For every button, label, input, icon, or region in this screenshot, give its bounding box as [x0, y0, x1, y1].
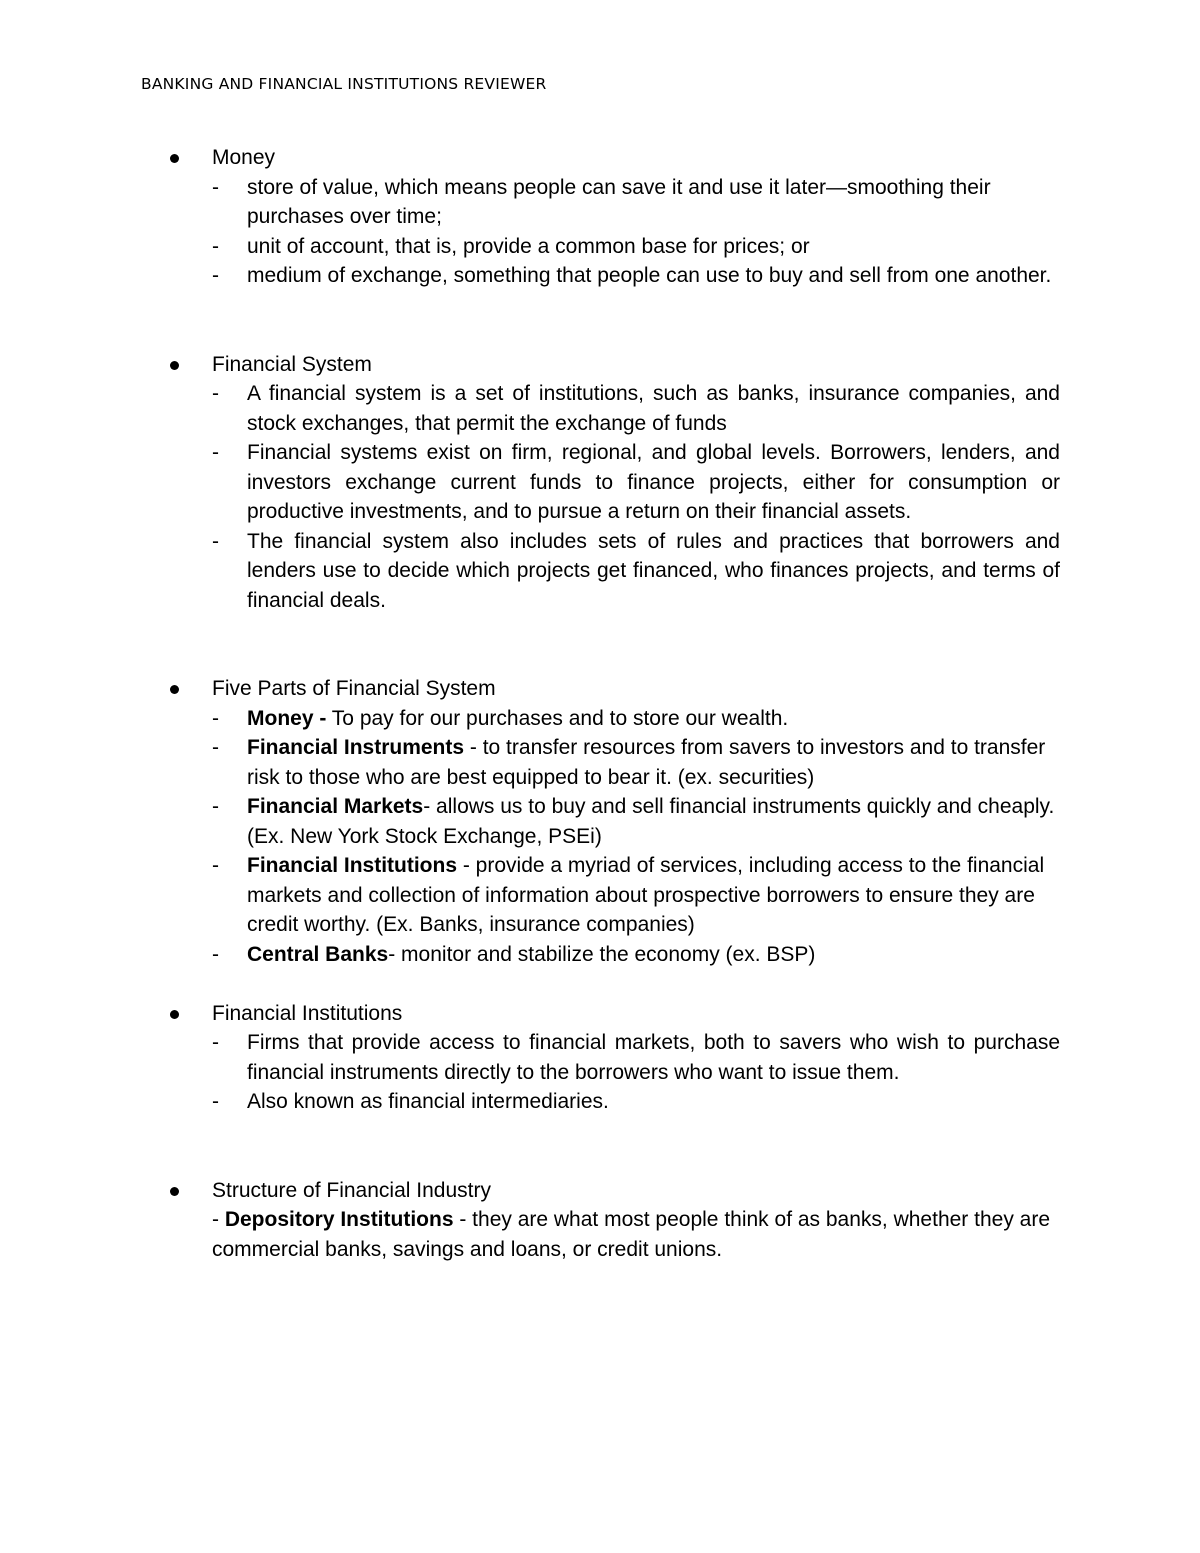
document-body — [170, 143, 1060, 1264]
line-prefix: - — [212, 1208, 225, 1231]
item-term: Financial Instruments — [247, 736, 465, 759]
item-text: - to transfer resources from savers to investors and to transfer risk to those who are best equipped to bear it. (ex. securities) — [247, 736, 1046, 789]
dash-marker: - — [212, 529, 219, 553]
item-text: To pay for our purchases and to store our wealth. — [326, 706, 789, 730]
section-heading — [170, 674, 1060, 704]
list-item — [170, 527, 1060, 616]
list-item — [170, 261, 1060, 291]
bullet-icon — [170, 1010, 179, 1019]
section-heading — [170, 1176, 1060, 1206]
section-five-parts — [170, 674, 1060, 969]
item-text: Firms that provide access to financial markets, both to savers who wish to purchase financial instruments directly to the borrowers who want to issue them. — [247, 1031, 1060, 1084]
dash-marker: - — [212, 706, 219, 730]
list-item — [170, 940, 1060, 970]
dash-marker: - — [212, 1090, 219, 1113]
section-title: Financial Institutions — [212, 1001, 403, 1025]
list-item — [170, 1087, 1060, 1117]
item-term: Central Banks — [247, 942, 389, 966]
dash-marker: - — [212, 234, 219, 258]
structure-line — [170, 1205, 1060, 1264]
dash-marker: - — [212, 175, 219, 199]
item-text: A financial system is a set of institutions, such as banks, insurance companies, and stock exchanges, that permit the exchange of funds — [247, 382, 1060, 435]
list-item — [170, 1028, 1060, 1087]
item-text: unit of account, that is, provide a common base for prices; or — [247, 234, 810, 258]
item-text: - they are what most people think of as banks, whether they are commercial banks, savings and loans, or credit unions. — [212, 1208, 1051, 1261]
item-text: Also known as financial intermediaries. — [247, 1090, 609, 1113]
list-item — [170, 173, 1060, 232]
dash-marker: - — [212, 942, 219, 966]
dash-marker: - — [212, 795, 219, 818]
list-item — [170, 438, 1060, 527]
dash-marker: - — [212, 382, 219, 405]
dash-marker: - — [212, 854, 219, 877]
item-text: - provide a myriad of services, including access to the financial markets and collection of information about prospective borrowers to ensure they are credit worthy. (Ex. Banks, insurance companies) — [247, 854, 1045, 936]
bullet-icon — [170, 685, 179, 694]
dash-marker: - — [212, 441, 219, 464]
list-item — [170, 379, 1060, 438]
item-term: Financial Institutions — [247, 854, 458, 877]
section-heading — [170, 999, 1060, 1029]
dash-marker: - — [212, 736, 219, 759]
bullet-icon — [170, 154, 179, 163]
section-title: Money — [212, 146, 276, 169]
section-structure — [170, 1176, 1060, 1265]
section-heading — [170, 143, 1060, 173]
item-text: store of value, which means people can save it and use it later—smoothing their purchases over time; — [247, 175, 991, 228]
dash-marker: - — [212, 1031, 219, 1054]
item-term: Financial Markets — [247, 795, 424, 818]
section-heading — [170, 350, 1060, 380]
bullet-icon — [170, 1187, 179, 1196]
item-text: medium of exchange, something that people can use to buy and sell from one another. — [247, 264, 1052, 287]
section-financial-institutions — [170, 999, 1060, 1117]
section-title: Structure of Financial Industry — [212, 1178, 491, 1202]
list-item — [170, 851, 1060, 940]
page-header: BANKING AND FINANCIAL INSTITUTIONS REVIEWER — [141, 75, 547, 93]
section-title: Financial System — [212, 352, 372, 376]
item-text: Financial systems exist on firm, regional, and global levels. Borrowers, lenders, and investors exchange current funds to finance projects, either for consumption or productive investments, and to pursue a return on their financial assets. — [247, 441, 1060, 523]
item-term: Depository Institutions — [224, 1208, 454, 1231]
bullet-icon — [170, 361, 179, 370]
item-text: The financial system also includes sets of rules and practices that borrowers and lenders use to decide which projects get financed, who finances projects, and terms of financial deals. — [247, 529, 1060, 612]
list-item — [170, 704, 1060, 734]
list-item — [170, 792, 1060, 851]
list-item — [170, 733, 1060, 792]
section-financial-system — [170, 350, 1060, 616]
item-text: - allows us to buy and sell financial instruments quickly and cheaply. (Ex. New York Stock Exchange, PSEi) — [247, 795, 1055, 848]
list-item — [170, 232, 1060, 262]
section-money — [170, 143, 1060, 291]
section-title: Five Parts of Financial System — [212, 677, 496, 700]
item-text: - monitor and stabilize the economy (ex. BSP) — [388, 942, 816, 966]
dash-marker: - — [212, 264, 219, 287]
item-term: Money - — [247, 706, 327, 730]
